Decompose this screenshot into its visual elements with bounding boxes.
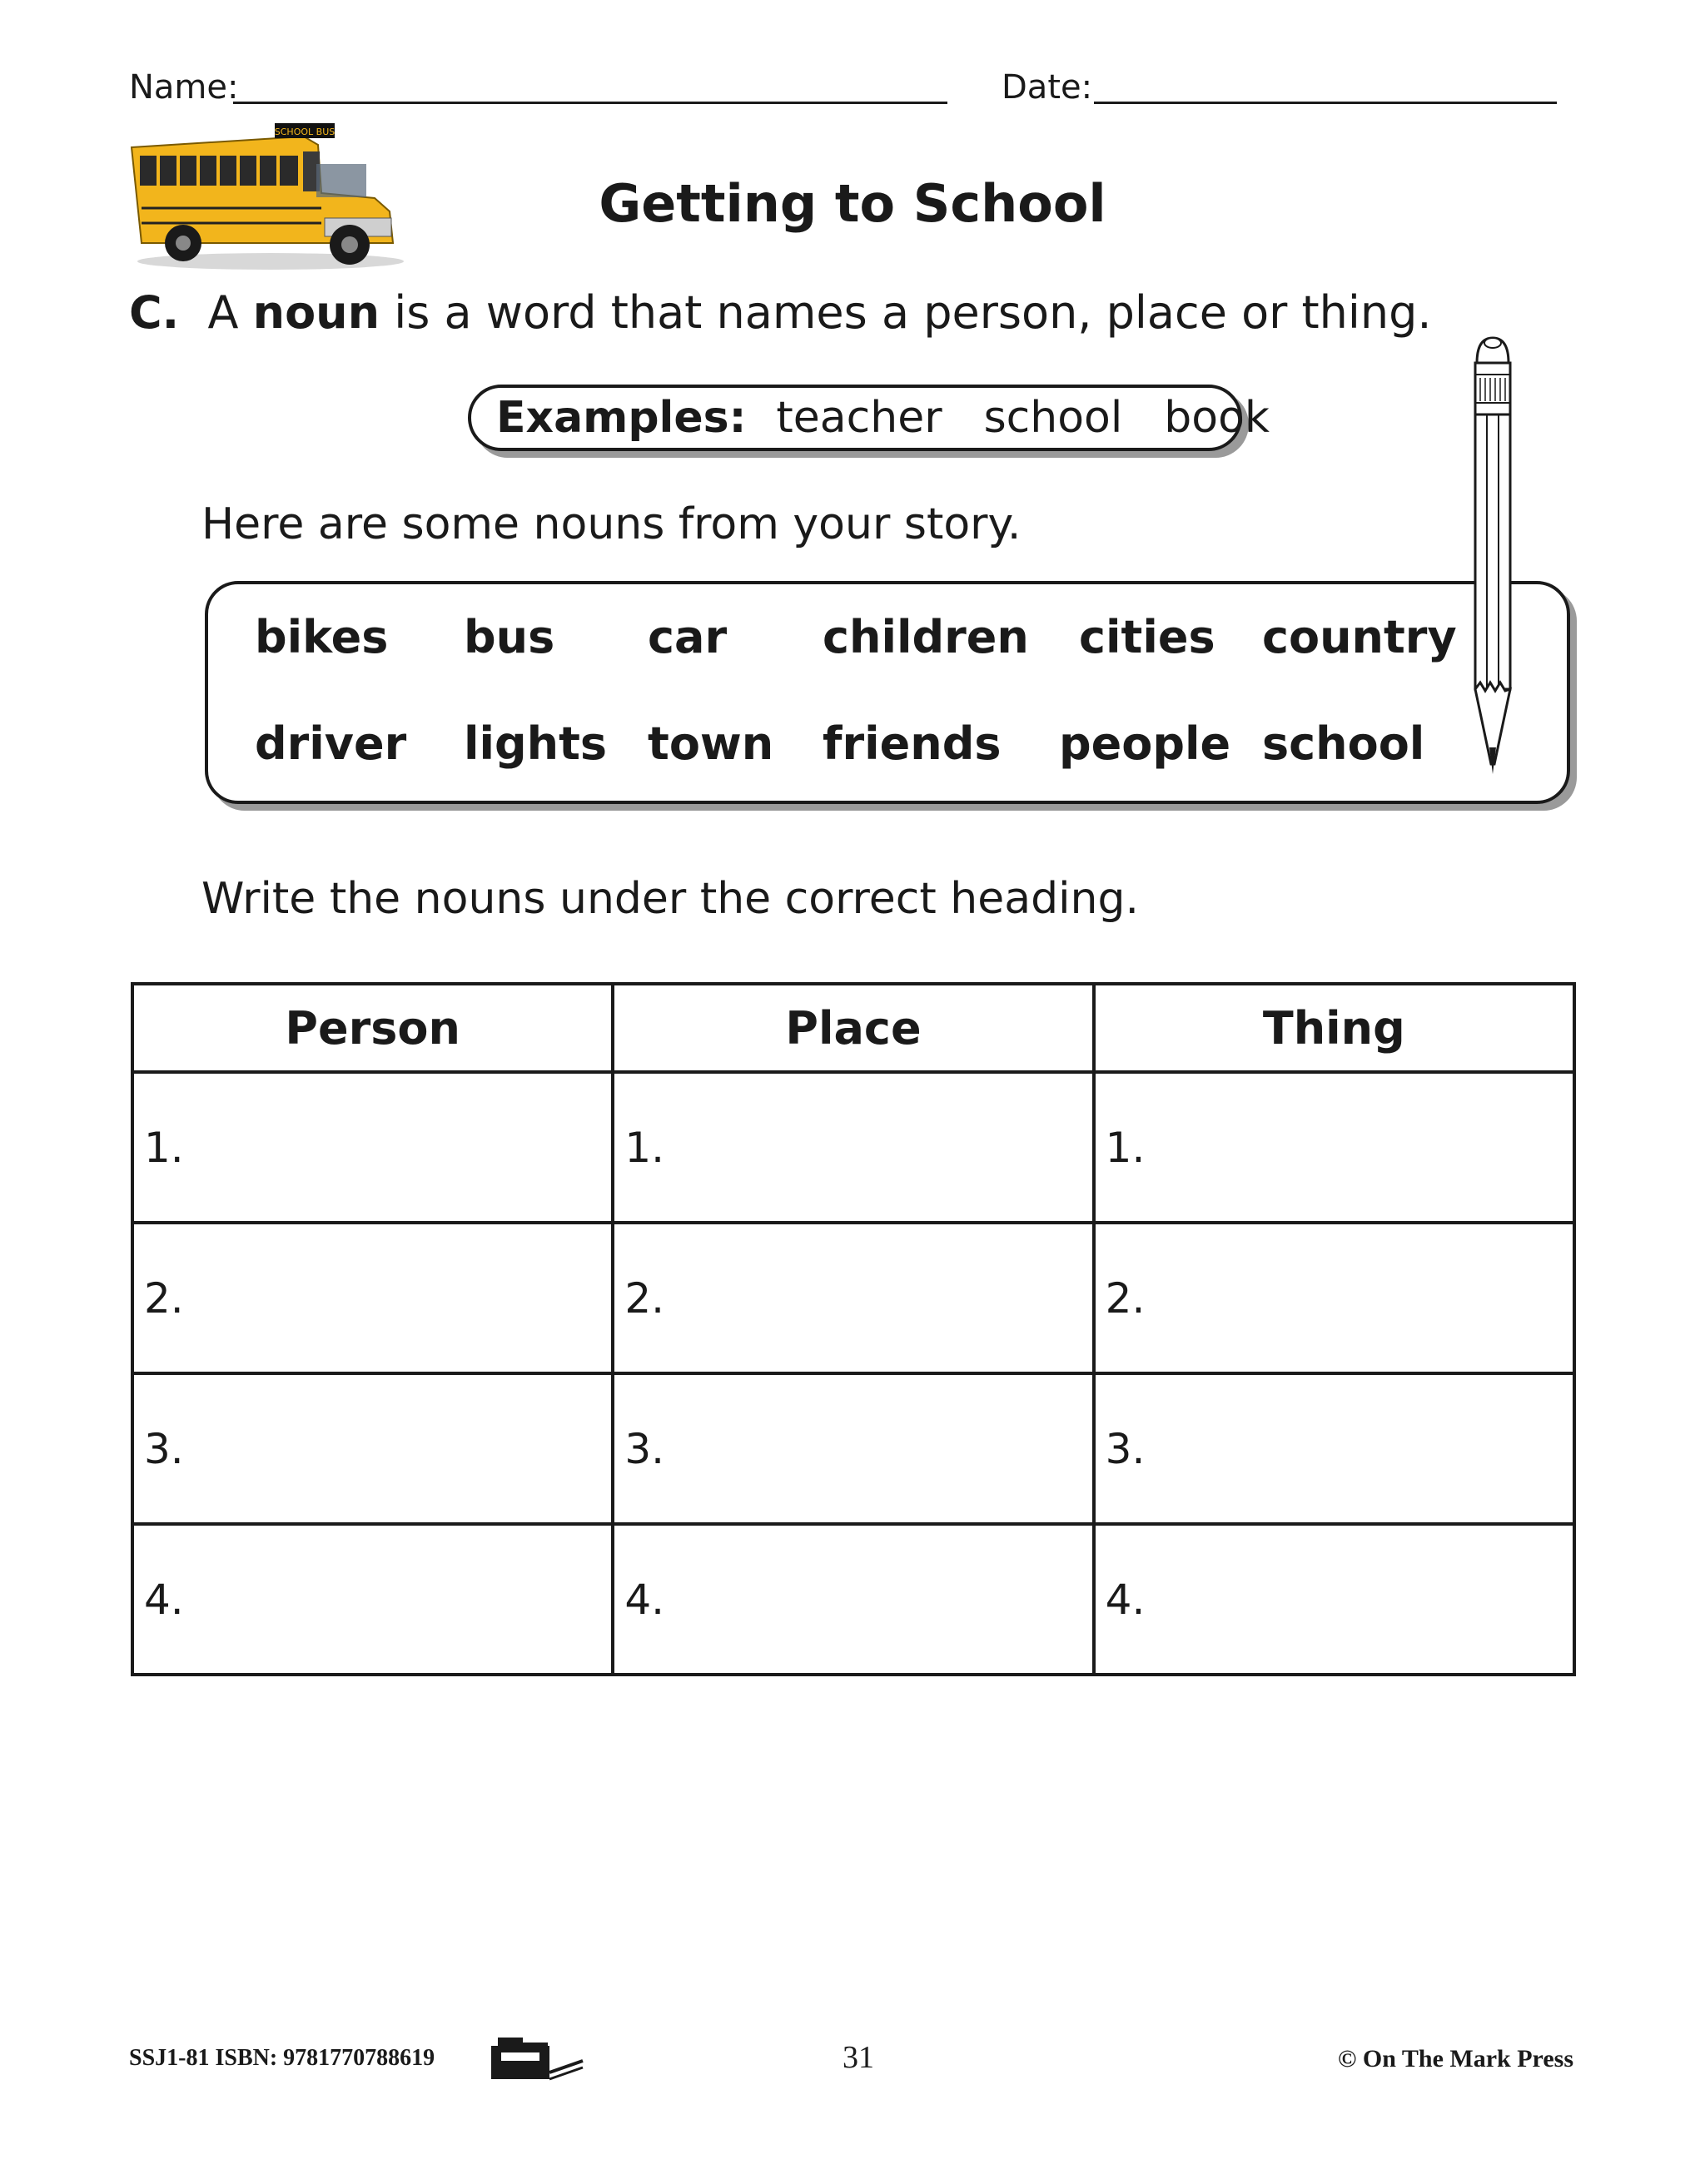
date-label: Date: (1002, 68, 1093, 107)
table-instruction: Write the nouns under the correct heading. (201, 874, 1140, 924)
row-number: 4. (1105, 1575, 1146, 1624)
definition-post: is a word that names a person, place or thing. (394, 286, 1432, 339)
answer-cell[interactable] (613, 1373, 1093, 1524)
word-bank-item: children (823, 611, 1029, 663)
answer-cell[interactable] (1094, 1072, 1574, 1223)
row-number: 1. (624, 1123, 665, 1172)
table-row (132, 1373, 1574, 1524)
word-bank-item: friends (823, 717, 1002, 770)
row-number: 1. (144, 1123, 184, 1172)
pencil-icon (1455, 331, 1530, 781)
column-header-person: Person (132, 984, 613, 1072)
word-bank-item: bikes (255, 611, 389, 663)
table-row (132, 1524, 1574, 1675)
answer-cell[interactable] (132, 1373, 613, 1524)
row-number: 2. (144, 1273, 184, 1323)
word-bank-item: school (1262, 717, 1425, 770)
answer-cell[interactable] (613, 1524, 1093, 1675)
section-letter: C. (129, 286, 180, 339)
answer-cell[interactable] (132, 1072, 613, 1223)
page-number: 31 (843, 2040, 874, 2075)
definition-keyword: noun (252, 286, 380, 339)
row-number: 2. (1105, 1273, 1146, 1323)
answer-cell[interactable] (1094, 1373, 1574, 1524)
footer-publisher: © On The Mark Press (1338, 2045, 1573, 2072)
row-number: 1. (1105, 1123, 1146, 1172)
example-word: book (1164, 393, 1270, 443)
row-number: 3. (624, 1424, 665, 1473)
examples-label: Examples: (496, 393, 747, 443)
word-bank-item: town (648, 717, 774, 770)
row-number: 3. (1105, 1424, 1146, 1473)
example-word: school (983, 393, 1123, 443)
answer-cell[interactable] (613, 1223, 1093, 1373)
example-word: teacher (776, 393, 942, 443)
word-bank-item: cities (1079, 611, 1215, 663)
word-bank-item: lights (464, 717, 608, 770)
name-label: Name: (129, 68, 239, 107)
footer-isbn: SSJ1-81 ISBN: 9781770788619 (129, 2045, 435, 2071)
noun-sort-table (131, 982, 1576, 1676)
noun-definition (129, 286, 1432, 339)
nouns-intro: Here are some nouns from your story. (201, 499, 1022, 549)
word-bank-item: driver (255, 717, 407, 770)
word-bank-item: bus (464, 611, 555, 663)
word-bank-box (205, 581, 1570, 804)
answer-cell[interactable] (1094, 1524, 1574, 1675)
row-number: 3. (144, 1424, 184, 1473)
page-title: Getting to School (599, 173, 1106, 234)
bus-sign-text: SCHOOL BUS (274, 127, 336, 137)
column-header-place: Place (613, 984, 1093, 1072)
word-bank-item: people (1059, 717, 1231, 770)
answer-cell[interactable] (1094, 1223, 1574, 1373)
answer-cell[interactable] (132, 1524, 613, 1675)
date-input-line[interactable] (1094, 102, 1557, 104)
row-number: 4. (144, 1575, 184, 1624)
definition-pre: A (207, 286, 239, 339)
table-row (132, 1072, 1574, 1223)
answer-cell[interactable] (613, 1072, 1093, 1223)
word-bank-item: car (648, 611, 728, 663)
name-input-line[interactable] (233, 102, 947, 104)
row-number: 2. (624, 1273, 665, 1323)
row-number: 4. (624, 1575, 665, 1624)
column-header-thing: Thing (1094, 984, 1574, 1072)
table-row (132, 1223, 1574, 1373)
word-bank-item: country (1262, 611, 1457, 663)
answer-cell[interactable] (132, 1223, 613, 1373)
examples-box (468, 385, 1270, 451)
